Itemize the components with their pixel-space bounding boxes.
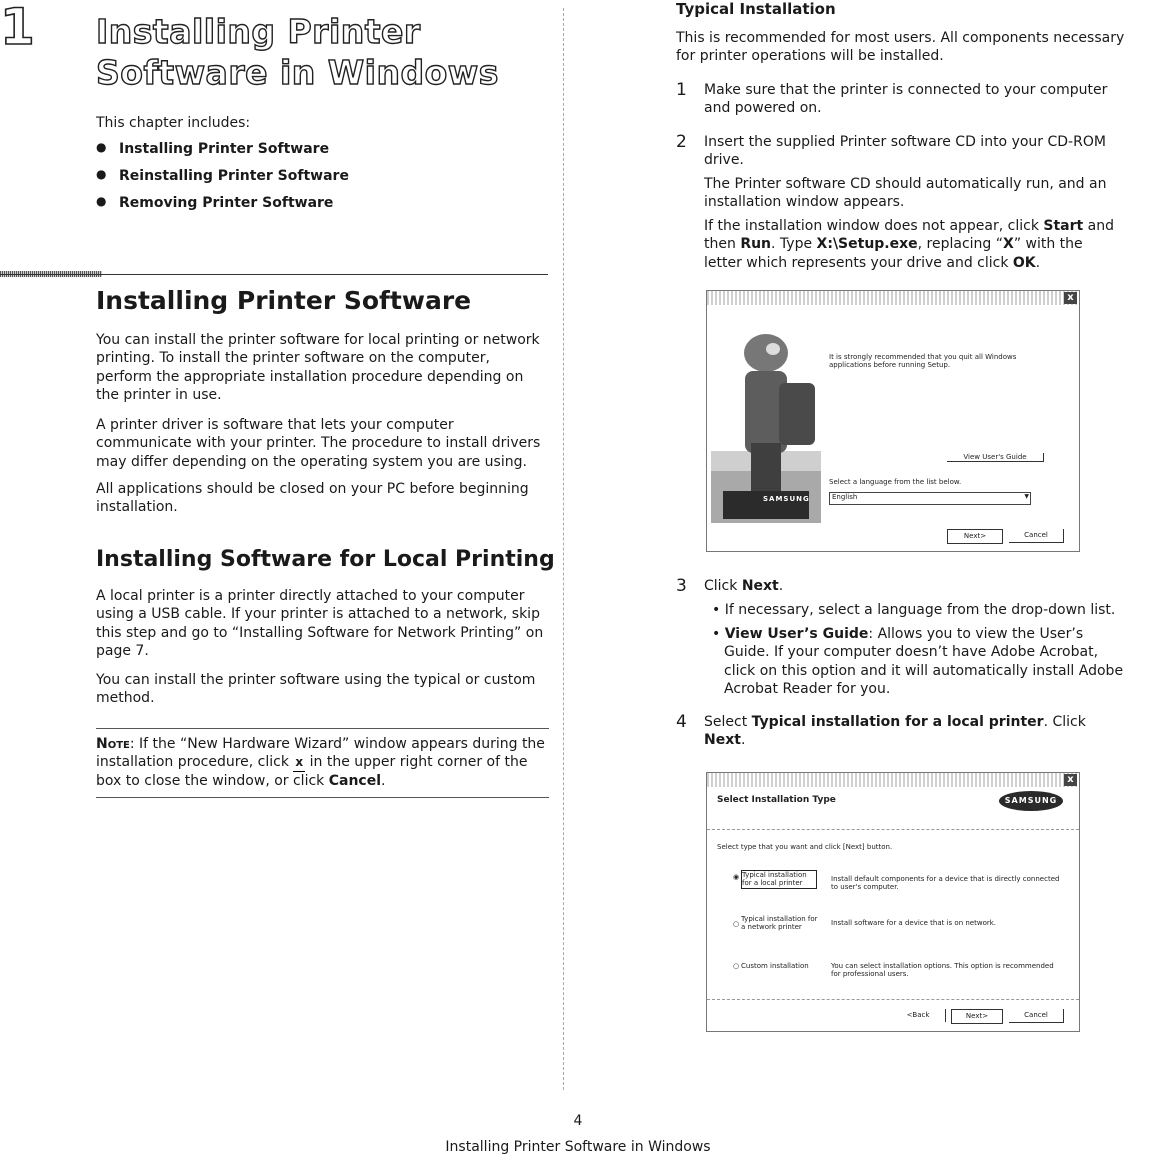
dialog2-next-button[interactable]: Next> — [951, 1009, 1003, 1024]
dialog1-next-button[interactable]: Next> — [947, 529, 1003, 544]
s3-next: Next — [741, 578, 779, 594]
dialog2-titlebar — [707, 773, 1079, 787]
typical-text: This is recommended for most users. All components necessary for printer operations will be installed. — [676, 30, 1125, 65]
dialog2-instruction: Select type that you want and click [Next] button. — [717, 843, 893, 851]
toc-item-removing[interactable]: ● Removing Printer Software — [96, 194, 349, 221]
option-custom-label[interactable]: Custom installation — [741, 962, 809, 970]
note-box: Note: If the “New Hardware Wizard” window appears during the installation procedure, click x in the upper right corner of the box to close the window, or click Cancel. — [96, 736, 545, 790]
chapter-title — [96, 12, 499, 94]
chevron-down-icon: ▼ — [1024, 493, 1029, 500]
option-typical-network-label[interactable]: Typical installation for a network printer — [741, 915, 818, 932]
section-heading: Installing Printer Software — [96, 286, 472, 315]
s3-b: . — [778, 578, 784, 594]
typical-heading: Typical Installation — [676, 0, 836, 18]
toc-item-installing[interactable]: ● Installing Printer Software — [96, 140, 349, 167]
s2-a: If the installation window does not appear, click — [704, 217, 1039, 234]
step-3-block — [704, 577, 1124, 704]
s2-d: , replacing “ — [917, 236, 1004, 253]
dialog2-footer-separator — [707, 999, 1079, 1000]
note-end: . — [381, 773, 386, 790]
view-users-guide-button[interactable]: View User's Guide — [947, 453, 1044, 462]
dialog2-title: Select Installation Type — [717, 795, 836, 805]
dialog1-message: It is strongly recommended that you quit all Windows applications before running Setup. — [829, 353, 1017, 370]
step-1-text: Make sure that the printer is connected to your computer and powered on. — [704, 82, 1108, 117]
s4-b: . Click — [1043, 714, 1086, 730]
section2-paragraph-2: You can install the printer software using the typical or custom method. — [96, 672, 536, 707]
step-2-block — [704, 133, 1124, 272]
radio-typical-local[interactable]: ◉ — [733, 873, 740, 881]
dialog1-cancel-button[interactable]: Cancel — [1009, 529, 1064, 543]
step-2-sub2 — [704, 217, 1124, 272]
close-x-icon: x — [293, 755, 305, 772]
step-2-sub1: The Printer software CD should automatically run, and an installation window appears. — [704, 175, 1107, 211]
step-4-number: 4 — [676, 712, 687, 732]
s3-b2-text: : Allows you to view the User’s Guide. If your computer doesn’t have Adobe Acrobat, click on this option and it will automatically install Adobe Acrobat Reader for you. — [724, 625, 1124, 698]
section-rule — [0, 274, 548, 275]
s4-c: . — [740, 732, 746, 749]
note-rule-bottom — [96, 797, 549, 798]
footer-title: Installing Printer Software in Windows — [445, 1139, 711, 1155]
note-rule-top — [96, 728, 549, 729]
s2-run: Run — [740, 236, 772, 253]
note-text-after: in the upper right corner of the box to close the window, or click — [96, 754, 528, 790]
option-typical-local-label[interactable]: Typical installation for a local printer — [741, 870, 817, 889]
language-select-value: English — [832, 493, 858, 501]
option-typical-local-desc: Install default components for a device that is directly connected to user's computer. — [831, 875, 1060, 892]
section2-paragraph-1: A local printer is a printer directly attached to your computer using a USB cable. If your printer is attached to a network, skip this step and go to “Installing Software for Network Printing” on page 7. — [96, 588, 544, 660]
dialog2-back-button[interactable]: <Back — [891, 1009, 946, 1022]
s2-e: ” with the letter which represents your drive and click — [704, 236, 1083, 271]
option-typical-network-desc: Install software for a device that is on network. — [831, 919, 997, 927]
s3-b2-label: View User’s Guide — [724, 625, 869, 642]
dialog2-cancel-button[interactable]: Cancel — [1009, 1009, 1064, 1023]
option-custom-desc: You can select installation options. This option is recommended for professional users. — [831, 962, 1054, 979]
dialog-close-icon[interactable]: x — [1064, 292, 1077, 304]
installation-type-dialog-screenshot — [706, 772, 1080, 1032]
note-cancel: Cancel — [328, 773, 381, 790]
dialog1-select-language-label: Select a language from the list below. — [829, 478, 962, 486]
s2-f: . — [1035, 254, 1041, 271]
page-number: 4 — [573, 1113, 583, 1129]
s2-b: and then — [704, 217, 1114, 253]
step-2-number: 2 — [676, 132, 687, 152]
dialog2-separator — [707, 829, 1079, 830]
s2-x: X — [1003, 236, 1014, 253]
setup-dialog-screenshot — [706, 290, 1080, 552]
radio-custom[interactable]: ○ — [733, 962, 740, 970]
subsection-heading: Installing Software for Local Printing — [96, 547, 555, 572]
radio-typical-network[interactable]: ○ — [733, 920, 740, 928]
s4-bold: Typical installation for a local printer — [751, 714, 1044, 730]
s2-ok: OK — [1012, 254, 1036, 271]
chapter-title-line2: Software in Windows — [96, 52, 499, 92]
section1-paragraph-1: You can install the printer software for local printing or network printing. To install the printer software on the computer, perform the appropriate installation procedure depending on the printer in use. — [96, 332, 540, 404]
step-3-text — [704, 577, 1124, 595]
chapter-title-line1: Installing Printer — [96, 12, 421, 51]
step-2-text: Insert the supplied Printer software CD into your CD-ROM drive. — [704, 134, 1106, 169]
section1-paragraph-3: All applications should be closed on your PC before beginning installation. — [96, 481, 529, 516]
dialog-titlebar — [707, 291, 1079, 305]
s3-a: Click — [704, 578, 738, 594]
dialog1-brand: SAMSUNG — [763, 495, 810, 503]
note-text-before: If the “New Hardware Wizard” window appears during the installation procedure, click — [96, 736, 545, 771]
chapter-toc — [96, 140, 349, 221]
s4-next: Next — [704, 732, 741, 749]
s4-a: Select — [704, 714, 748, 730]
step-1-number: 1 — [676, 80, 687, 100]
chapter-intro: This chapter includes: — [96, 115, 251, 131]
chapter-number: 1 — [0, 0, 35, 56]
dialog2-close-icon[interactable]: x — [1064, 774, 1077, 786]
toc-item-reinstalling[interactable]: ● Reinstalling Printer Software — [96, 167, 349, 194]
step-3-number: 3 — [676, 576, 687, 596]
s2-c: . Type — [771, 236, 813, 253]
s2-cmd: X:\Setup.exe — [816, 236, 918, 253]
step-3-bullet-1: • If necessary, select a language from the drop-down list. — [712, 602, 1116, 619]
samsung-logo: SAMSUNG — [999, 791, 1063, 811]
note-label: Note — [96, 736, 130, 752]
step-3-bullet-2: • View User’s Guide: Allows you to view the User’s Guide. If your computer doesn’t have Adobe Acrobat, click on this option and it will automatically install Adobe Acrobat Reader for you. — [712, 625, 1124, 698]
s2-start: Start — [1043, 217, 1084, 234]
language-select[interactable] — [829, 492, 1031, 505]
section1-paragraph-2: A printer driver is software that lets your computer communicate with your printer. The procedure to install drivers may differ depending on the operating system you are using. — [96, 417, 541, 470]
step-4-text — [704, 713, 1124, 750]
column-divider — [563, 8, 564, 1090]
